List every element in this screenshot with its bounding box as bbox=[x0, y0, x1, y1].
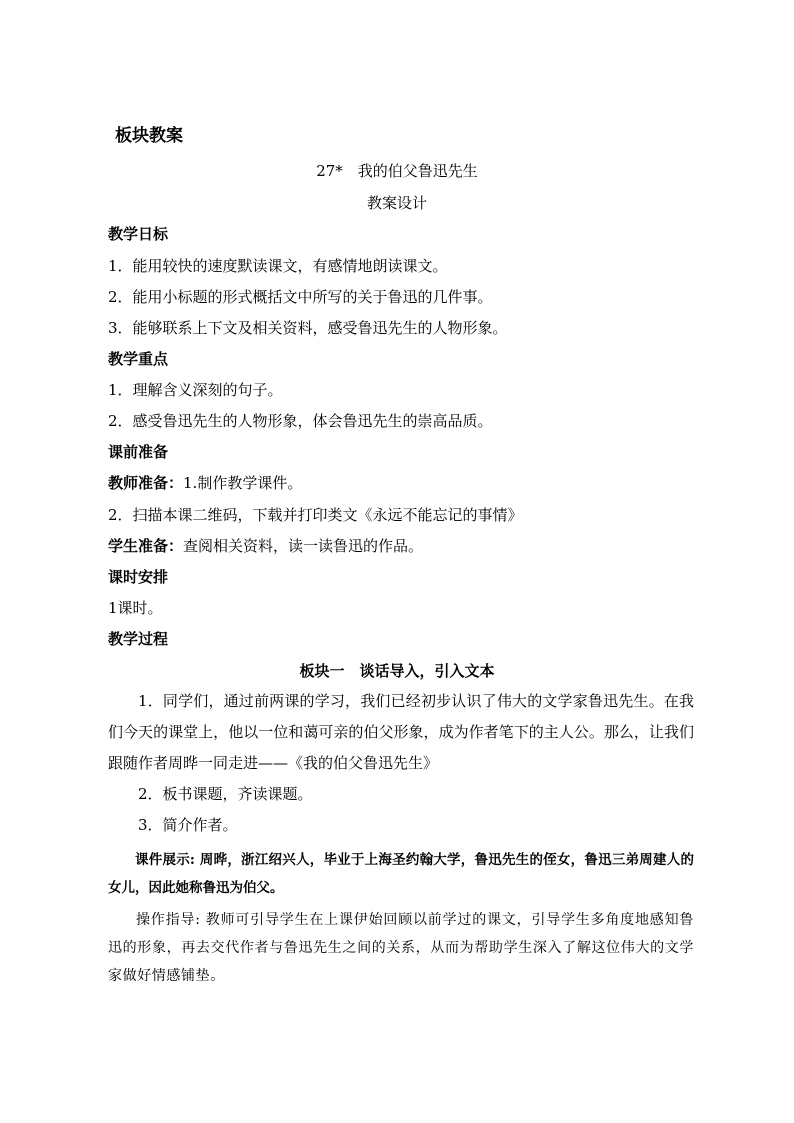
process-step-3: 3．简介作者。 bbox=[138, 816, 238, 834]
schedule-heading: 课时安排 bbox=[108, 568, 169, 586]
teacher-preparation bbox=[108, 473, 302, 493]
section1-title: 板块一 谈话导入，引入文本 bbox=[299, 662, 495, 680]
teacher-preparation-item: 2．扫描本课二维码，下载并打印类文《永远不能忘记的事情》 bbox=[108, 506, 523, 524]
process-heading: 教学过程 bbox=[108, 630, 169, 648]
guide-label: 操作指导: bbox=[136, 912, 201, 928]
key-point-item: 1．理解含义深刻的句子。 bbox=[108, 381, 283, 399]
process-step-1: 1．同学们，通过前两课的学习，我们已经初步认识了伟大的文学家鲁迅先生。在我们今天的课堂上，他以一位和蔼可亲的伯父形象，成为作者笔下的主人公。那么，让我们跟随作者周晔一同走进——《我的伯父鲁迅先生》 bbox=[108, 692, 694, 772]
teacher-preparation-text: 1.制作教学课件。 bbox=[183, 474, 303, 492]
courseware-display bbox=[108, 846, 694, 902]
process-step-2: 2．板书课题，齐读课题。 bbox=[138, 785, 313, 803]
schedule-text: 1课时。 bbox=[108, 599, 163, 617]
design-heading: 教案设计 bbox=[366, 194, 427, 212]
key-points-heading: 教学重点 bbox=[108, 350, 169, 368]
objective-item: 1．能用较快的速度默读课文，有感情地朗读课文。 bbox=[108, 257, 448, 275]
key-point-item: 2．感受鲁迅先生的人物形象，体会鲁迅先生的崇高品质。 bbox=[108, 412, 493, 430]
objectives-heading: 教学日标 bbox=[108, 225, 169, 243]
student-preparation-label: 学生准备： bbox=[108, 537, 184, 555]
courseware-text: 周晔，浙江绍兴人，毕业于上海圣约翰大学，鲁迅先生的侄女，鲁迅三弟周建人的女儿，因此她称鲁迅为伯父。 bbox=[108, 852, 695, 896]
courseware-label: 课件展示: bbox=[135, 852, 195, 868]
objective-item: 3．能够联系上下文及相关资料，感受鲁迅先生的人物形象。 bbox=[108, 319, 508, 337]
lesson-title: 27* 我的伯父鲁迅先生 bbox=[316, 162, 478, 180]
guide-text: 教师可引导学生在上课伊始回顾以前学过的课文，引导学生多角度地感知鲁迅的形象，再去交代作者与鲁迅先生之间的关系，从而为帮助学生深入了解这位伟大的文学家做好情感铺垫。 bbox=[108, 912, 694, 984]
doc-heading: 板块教案 bbox=[115, 126, 183, 146]
student-preparation bbox=[108, 536, 423, 556]
objective-item: 2．能用小标题的形式概括文中所写的关于鲁迅的几件事。 bbox=[108, 288, 493, 306]
teacher-preparation-label: 教师准备： bbox=[108, 474, 184, 492]
operation-guide bbox=[108, 906, 694, 990]
student-preparation-text: 查阅相关资料，读一读鲁迅的作品。 bbox=[183, 537, 424, 555]
preparation-heading: 课前准备 bbox=[108, 443, 169, 461]
